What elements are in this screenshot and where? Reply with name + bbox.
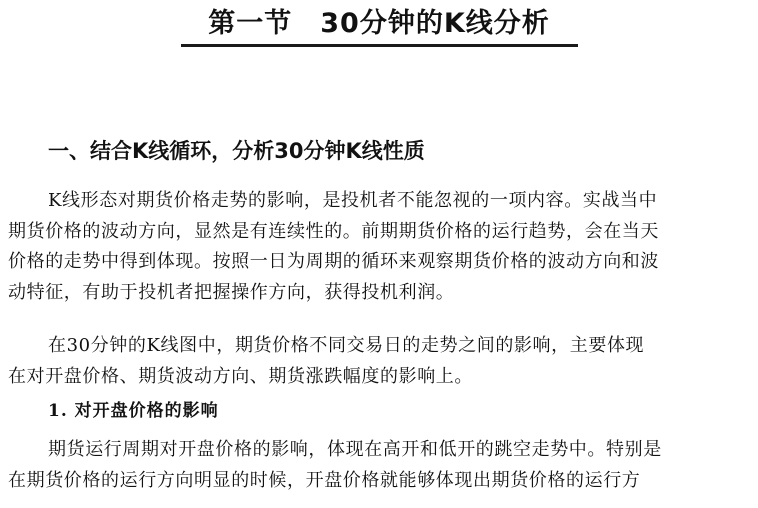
section-heading: 一、结合K线循环，分析30分钟K线性质 — [48, 139, 425, 163]
text-line: K线形态对期货价格走势的影响，是投机者不能忽视的一项内容。实战当中 — [48, 190, 658, 211]
text-line: 在对开盘价格、期货波动方向、期货涨跌幅度的影响上。 — [8, 365, 473, 387]
text-line: 在30分钟的K线图中，期货价格不同交易日的走势之间的影响，主要体现 — [48, 335, 645, 356]
text-line: 在期货价格的运行方向明显的时候，开盘价格就能够体现出期货价格的运行方 — [8, 469, 641, 491]
text-line: 期货价格的波动方向，显然是有连续性的。前期期货价格的运行趋势，会在当天 — [8, 220, 659, 242]
text-line: 期货运行周期对开盘价格的影响，体现在高开和低开的跳空走势中。特别是 — [48, 439, 662, 460]
paragraph-kline-forms — [0, 186, 758, 308]
paragraph-30min-chart — [0, 331, 758, 392]
paragraph-opening-price — [0, 435, 758, 496]
subheading-opening-price: 1. 对开盘价格的影响 — [48, 401, 219, 421]
text-line: 价格的走势中得到体现。按照一日为周期的循环来观察期货价格的波动方向和波 — [8, 251, 659, 272]
text-line: 动特征，有助于投机者把握操作方向，获得投机利润。 — [8, 281, 455, 303]
title-underline — [181, 44, 578, 47]
section-title: 第一节 30分钟的K线分析 — [208, 8, 550, 39]
